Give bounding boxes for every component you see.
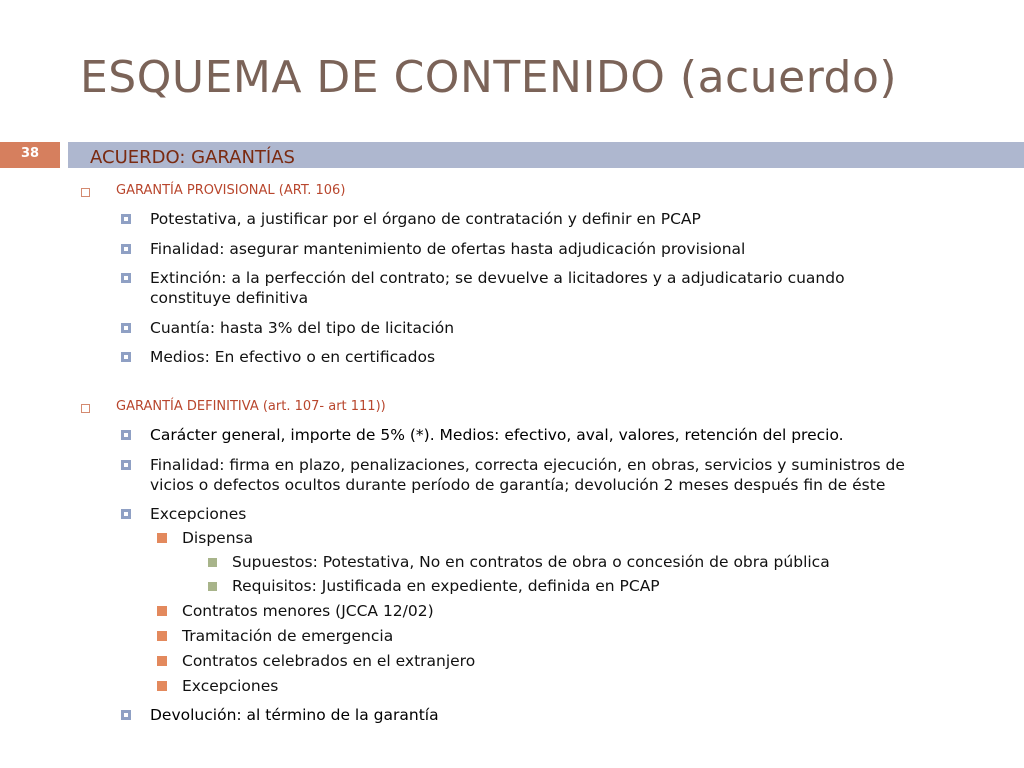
square-bullet-icon <box>121 430 131 440</box>
square-bullet-icon <box>121 509 131 519</box>
square-bullet-icon <box>121 244 131 254</box>
list-item: Excepciones <box>182 677 279 695</box>
list-item: Devolución: al término de la garantía <box>150 706 439 724</box>
list-item: Dispensa <box>182 529 254 547</box>
heading-garantia-provisional: GARANTÍA PROVISIONAL (ART. 106) <box>116 183 346 198</box>
list-item: Contratos celebrados en el extranjero <box>182 652 476 670</box>
square-bullet-icon <box>157 606 167 616</box>
square-bullet-icon <box>121 352 131 362</box>
square-bullet-icon <box>157 656 167 666</box>
list-item: Tramitación de emergencia <box>182 627 394 645</box>
list-item-continuation: constituye definitiva <box>150 289 309 307</box>
square-bullet-icon <box>121 273 131 283</box>
list-item: Carácter general, importe de 5% (*). Medios: efectivo, aval, valores, retención del precio. <box>150 426 844 444</box>
square-bullet-icon <box>121 710 131 720</box>
square-bullet-icon <box>208 558 217 567</box>
square-bullet-icon <box>157 681 167 691</box>
square-bullet-icon <box>208 582 217 591</box>
list-item: Potestativa, a justificar por el órgano de contratación y definir en PCAP <box>150 210 701 228</box>
list-item-continuation: vicios o defectos ocultos durante período de garantía; devolución 2 meses después fin de éste <box>150 476 886 494</box>
square-bullet-icon <box>121 214 131 224</box>
slide-title: ESQUEMA DE CONTENIDO (acuerdo) <box>80 52 898 103</box>
square-bullet-icon <box>157 631 167 641</box>
list-item: Contratos menores (JCCA 12/02) <box>182 602 434 620</box>
section-title: ACUERDO: GARANTÍAS <box>90 147 295 168</box>
square-bullet-icon <box>81 188 90 197</box>
list-item: Finalidad: firma en plazo, penalizaciones, correcta ejecución, en obras, servicios y suministros de <box>150 456 905 474</box>
square-bullet-icon <box>121 460 131 470</box>
square-bullet-icon <box>157 533 167 543</box>
heading-garantia-definitiva: GARANTÍA DEFINITIVA (art. 107- art 111)) <box>116 399 386 414</box>
slide-number: 38 <box>20 146 40 161</box>
square-bullet-icon <box>121 323 131 333</box>
list-item: Supuestos: Potestativa, No en contratos de obra o concesión de obra pública <box>232 553 830 571</box>
list-item: Requisitos: Justificada en expediente, definida en PCAP <box>232 577 660 595</box>
square-bullet-icon <box>81 404 90 413</box>
list-item: Extinción: a la perfección del contrato; se devuelve a licitadores y a adjudicatario cuando <box>150 269 845 287</box>
list-item: Finalidad: asegurar mantenimiento de ofertas hasta adjudicación provisional <box>150 240 746 258</box>
list-item: Cuantía: hasta 3% del tipo de licitación <box>150 319 455 337</box>
list-item: Excepciones <box>150 505 247 523</box>
list-item: Medios: En efectivo o en certificados <box>150 348 436 366</box>
